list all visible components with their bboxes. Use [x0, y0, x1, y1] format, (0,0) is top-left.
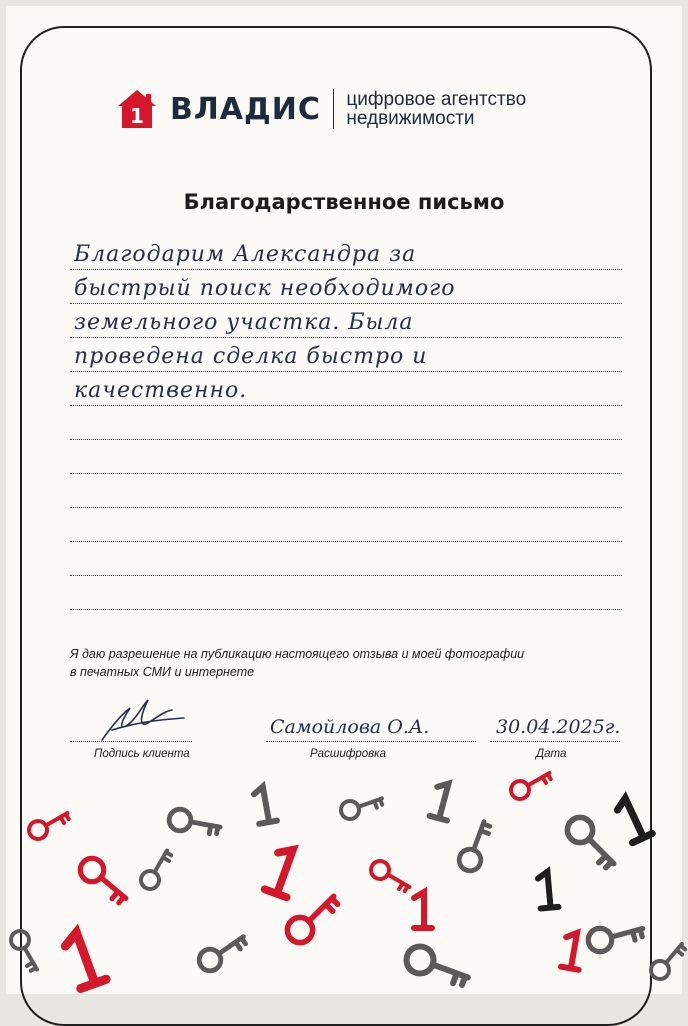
- signature-block: [70, 690, 630, 760]
- handwritten-text: качественно.: [74, 378, 248, 403]
- decryption-label: Расшифровка: [310, 748, 386, 760]
- writing-line: [70, 576, 622, 610]
- header-divider: [333, 89, 335, 129]
- date-field: [490, 741, 620, 742]
- writing-line: [70, 236, 622, 270]
- brand-name: ВЛАДИС: [170, 91, 321, 127]
- client-signature-mark: [92, 696, 192, 746]
- handwritten-text: Благодарим Александра за: [74, 242, 417, 267]
- client-signature-label: Подпись клиента: [94, 748, 190, 760]
- date-value: 30.04.2025г.: [496, 716, 621, 738]
- writing-line: [70, 474, 622, 508]
- date-label: Дата: [536, 748, 567, 760]
- letter-title: Благодарственное письмо: [183, 190, 505, 214]
- tagline-line-2: недвижимости: [346, 108, 475, 129]
- writing-line: [70, 440, 622, 474]
- house-key-logo-icon: [116, 88, 158, 130]
- letterhead: [116, 86, 526, 132]
- handwritten-text-area: [70, 236, 622, 610]
- writing-line: [70, 542, 622, 576]
- consent-line-1: Я даю разрешение на публикацию настоящего отзыва и моей фотографии: [70, 647, 525, 661]
- decryption-value: Самойлова О.А.: [270, 716, 430, 738]
- svg-text:1: 1: [130, 104, 144, 128]
- writing-line: [70, 508, 622, 542]
- decryption-field: [266, 741, 476, 742]
- handwritten-text: проведена сделка быстро и: [74, 344, 428, 369]
- writing-line: [70, 406, 622, 440]
- brand-tagline: [346, 90, 526, 128]
- keys-pattern-icon: [0, 760, 688, 1000]
- publication-consent: [70, 645, 610, 681]
- writing-line: [70, 270, 622, 304]
- consent-line-2: в печатных СМИ и интернете: [70, 665, 255, 679]
- tagline-line-1: цифровое агентство: [346, 89, 527, 110]
- writing-line: [70, 338, 622, 372]
- writing-line: [70, 372, 622, 406]
- handwritten-text: земельного участка. Была: [74, 310, 414, 335]
- writing-line: [70, 304, 622, 338]
- handwritten-text: быстрый поиск необходимого: [74, 276, 456, 301]
